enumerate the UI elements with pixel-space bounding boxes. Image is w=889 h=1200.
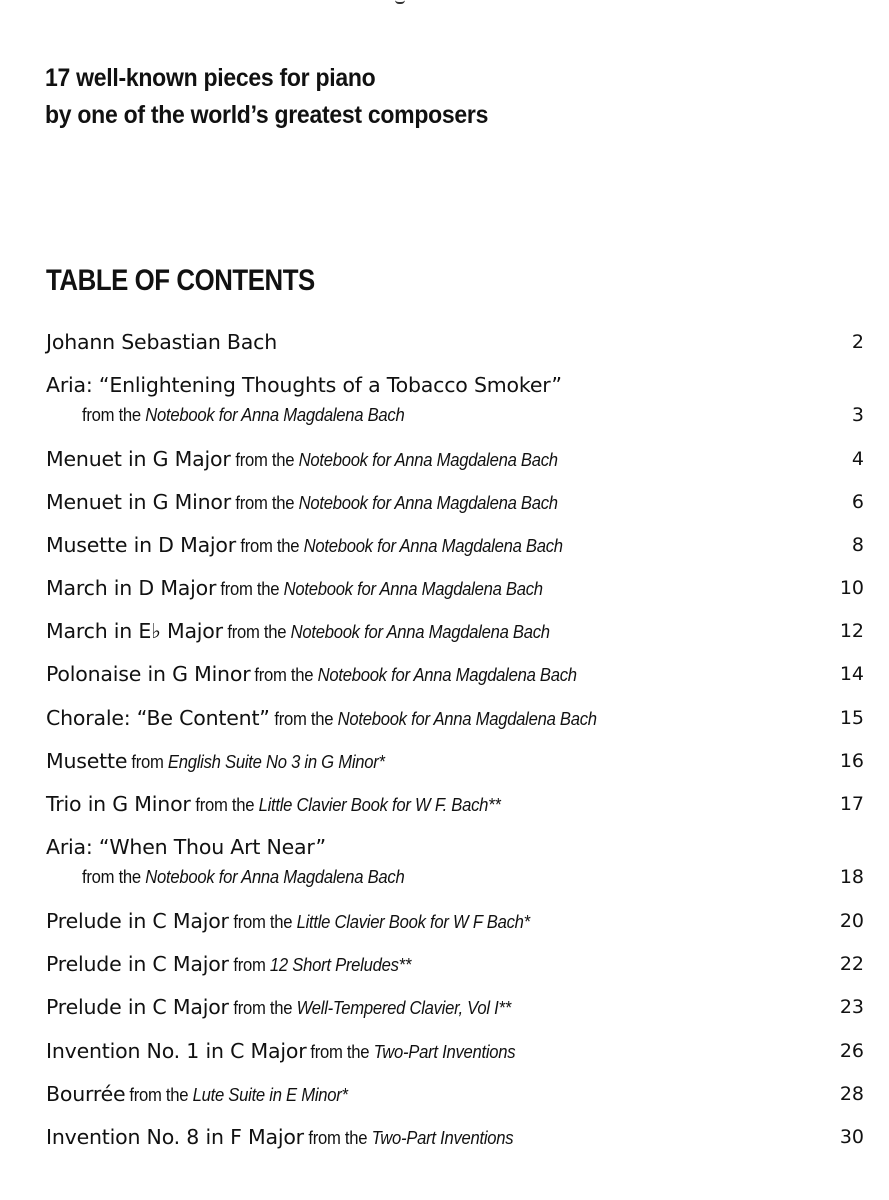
entry-page-number: 23 [839, 996, 864, 1018]
entry-source: from the Notebook for Anna Magdalena Bach [269, 708, 597, 729]
entry-source: from the Little Clavier Book for W F. Bach** [190, 794, 501, 815]
entry-source: from the Notebook for Anna Magdalena Bach [216, 578, 544, 599]
entry-source: from the Two-Part Inventions [306, 1041, 516, 1062]
entry-source: from the Notebook for Anna Magdalena Bach [222, 621, 550, 642]
entry-title: Prelude in C Major [46, 995, 229, 1019]
toc-heading: TABLE OF CONTENTS [46, 264, 315, 297]
toc-entry [46, 1079, 864, 1109]
entry-page-number: 26 [839, 1040, 864, 1062]
toc-entry [46, 832, 864, 892]
entry-page-number: 15 [839, 707, 864, 729]
toc-entry [46, 703, 864, 733]
entry-source: from the Little Clavier Book for W F Bach* [228, 911, 530, 932]
toc-entry [46, 992, 864, 1022]
entry-source: from the Notebook for Anna Magdalena Bach [250, 664, 578, 685]
entry-title: March in D Major [46, 576, 217, 600]
entry-source: from the Notebook for Anna Magdalena Bach [236, 535, 563, 556]
toc-entry [46, 327, 864, 357]
table-of-contents [46, 0, 864, 1200]
toc-entry [46, 616, 864, 646]
entry-title: Trio in G Minor [46, 792, 191, 816]
entry-title: Invention No. 8 in F Major [46, 1125, 304, 1149]
entry-title: Aria: “When Thou Art Near” [46, 835, 326, 859]
entry-title: Polonaise in G Minor [46, 662, 251, 686]
entry-title: Chorale: “Be Content” [46, 706, 270, 730]
entry-page-number: 12 [839, 620, 864, 642]
entry-page-number: 6 [851, 491, 864, 513]
entry-source: from 12 Short Preludes** [228, 954, 411, 975]
toc-entry [46, 1122, 864, 1152]
entry-page-number: 18 [839, 866, 864, 888]
toc-entry [46, 949, 864, 979]
entry-title: Menuet in G Minor [46, 490, 232, 514]
entry-source: from English Suite No 3 in G Minor* [127, 751, 385, 772]
entry-page-number: 3 [851, 404, 864, 426]
entry-page-number: 30 [839, 1126, 864, 1148]
entry-source: from the Notebook for Anna Magdalena Bach [231, 492, 558, 513]
entry-title: Aria: “Enlightening Thoughts of a Tobacco Smoker” [46, 373, 562, 397]
entry-source: from the Well-Tempered Clavier, Vol I** [228, 997, 511, 1018]
entry-page-number: 28 [839, 1083, 864, 1105]
entry-title: Prelude in C Major [46, 952, 229, 976]
toc-entry [46, 906, 864, 936]
toc-entry [46, 487, 864, 517]
entry-page-number: 16 [839, 750, 864, 772]
toc-entry [46, 746, 864, 776]
entry-page-number: 17 [839, 793, 864, 815]
entry-source: from the Two-Part Inventions [303, 1127, 514, 1148]
toc-entry [46, 1036, 864, 1066]
entry-title: Invention No. 1 in C Major [46, 1039, 307, 1063]
toc-entry [46, 530, 864, 560]
entry-page-number: 4 [851, 448, 864, 470]
entry-page-number: 20 [839, 910, 864, 932]
intro-line-2: by one of the world’s greatest composers [45, 101, 489, 129]
toc-entry [46, 573, 864, 603]
toc-entry [46, 444, 864, 474]
entry-page-number: 2 [851, 331, 864, 353]
entry-source: from the Notebook for Anna Magdalena Bach [230, 449, 558, 470]
toc-entry [46, 789, 864, 819]
entry-title: Musette [46, 749, 128, 773]
entry-source: from the Lute Suite in E Minor* [125, 1084, 349, 1105]
toc-entry [46, 659, 864, 689]
entry-title: Bourrée [46, 1082, 126, 1106]
entry-page-number: 8 [851, 534, 864, 556]
entry-title: Menuet in G Major [46, 447, 231, 471]
toc-entry [46, 370, 864, 430]
intro-line-1: 17 well-known pieces for piano [45, 64, 376, 92]
entry-page-number: 10 [839, 577, 864, 599]
entry-source: from the Notebook for Anna Magdalena Bach [82, 404, 405, 425]
entry-page-number: 14 [839, 663, 864, 685]
entry-page-number: 22 [839, 953, 864, 975]
entry-title: March in E♭ Major [46, 619, 223, 643]
entry-title: Musette in D Major [46, 533, 236, 557]
entry-title: Johann Sebastian Bach [46, 330, 278, 354]
entry-source: from the Notebook for Anna Magdalena Bach [82, 866, 405, 887]
entry-title: Prelude in C Major [46, 909, 229, 933]
